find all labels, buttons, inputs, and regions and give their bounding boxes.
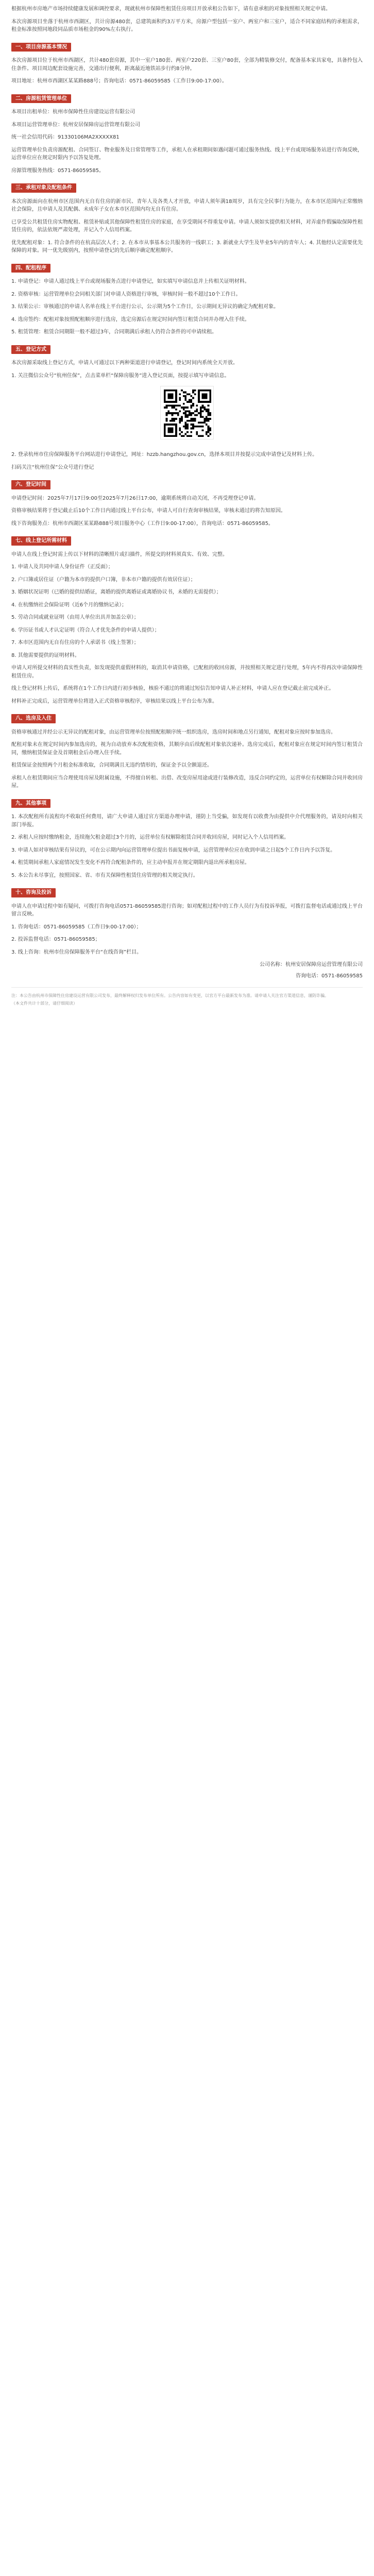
qr-code-icon [164,389,211,437]
signature-block [11,961,363,980]
section-paragraph: 3. 结果公示：审核通过的申请人名单在线上平台进行公示，公示期为5个工作日，公示期间无异议的确定为配租对象。 [11,304,279,310]
section-selection [11,710,363,790]
section-other [11,795,363,880]
section-heading: 一、项目房源基本情况 [11,43,71,52]
section-paragraph: 2. 投诉监督电话：0571-86059585； [11,937,100,942]
section-paragraph: 资格审核结果将于登记截止后10个工作日内通过线上平台公布，申请人可自行查询审核结果，审核未通过的将告知原因。 [11,508,286,514]
section-paragraph: 本次房源采取线上登记方式，申请人可通过以下两种渠道进行申请登记，登记时间内系统全天开放。 [11,360,238,366]
section-paragraph: 资格审核通过并经公示无异议的配租对象，由运营管理单位按照配租顺序统一组织选房，选房时间和地点另行通知，配租对象应按时参加选房。 [11,729,336,735]
section-paragraph: 材料补正完成后，运营管理单位将进入正式资格审核程序，审核结果以线上平台公布为准。 [11,698,217,704]
section-paragraph: 线上登记材料上传后，系统将在1个工作日内进行初步核验，核验不通过的将通过短信告知申请人补正材料，申请人应在登记截止前完成补正。 [11,686,334,691]
section-heading: 九、其他事项 [11,799,50,808]
section-paragraph: 本次房源面向在杭州市区范围内无自有住房的新市民、青年人及各类人才开放，申请人须年满18周岁，具有完全民事行为能力，在本市区范围内正常缴纳社会保险，且申请人及其配偶、未成年子女在本市区范围内均无自有住房。 [11,198,363,212]
section-paragraph: 配租对象未在规定时间内参加选房的，视为自动放弃本次配租资格，其顺序由后续配租对象依次递补。选房完成后，配租对象应在规定时间内签订租赁合同，缴纳租赁保证金及首期租金后办理入住手续。 [11,742,363,756]
section-paragraph: 申请人在申请过程中如有疑问，可拨打咨询电话0571-86059585进行咨询；如对配租过程中的工作人员行为有投诉举报，可拨打监督电话或通过线上平台留言反映。 [11,903,363,917]
section-paragraph: 已享受公共租赁住房实物配租、租赁补贴或其他保障性租赁住房的家庭，在享受期间不得重复申请。申请人须如实提供相关材料，对弄虚作假骗取保障性租赁住房的，依法依规严肃处理，并记入个人信用档案。 [11,219,363,233]
section-paragraph: 申请登记时间：2025年7月17日9:00至2025年7月26日17:00，逾期系统将自动关闭，不再受理登记申请。 [11,495,259,501]
section-paragraph: 申请人对所提交材料的真实性负责，如发现提供虚假材料的，取消其申请资格，已配租的收回房源，并按照相关规定进行处理，5年内不得再次申请保障性租赁住房。 [11,665,363,679]
section-paragraph: 优先配租对象：1. 符合条件的在杭高层次人才；2. 在本市从事基本公共服务的一线职工；3. 新就业大学生及毕业5年内的青年人；4. 其他经认定需要优先保障的对象。同一优先级别内，按照申请登记的先后顺序确定配租顺序。 [11,240,363,253]
section-eligibility [11,179,363,255]
section-paragraph: 1. 申请登记：申请人通过线上平台或现场服务点进行申请登记，如实填写申请信息并上传相关证明材料。 [11,279,250,284]
list-item: 1. 申请人及共同申请人身份证件（正反面）； [11,564,113,570]
section-contact [11,884,363,956]
section-registration-method [11,341,363,472]
list-item: 5. 劳动合同或就业证明（由用人单位出具并加盖公章）； [11,615,139,620]
section-paragraph: 3. 线上咨询：杭州市住房保障服务平台“在线咨询”栏目。 [11,949,142,955]
intro-paragraph: 根据杭州市房地产市场持续健康发展和调控要求，现就杭州市保障性租赁住房项目开放承租公告如下，请有意承租的对象按照相关规定申请。 [11,6,331,12]
footer-note: 注：本公告由杭州市保障性住房建设运营有限公司发布，最终解释权归发布单位所有。公告内容如有变更，以官方平台最新发布为准。请申请人关注官方渠道信息，谨防诈骗。 [11,993,329,998]
section-paragraph: 租赁保证金按照两个月租金标准收取，合同期满且无违约情形的，保证金予以全额退还。 [11,762,212,768]
intro-block [11,5,363,34]
section-heading: 六、登记时间 [11,480,50,489]
qr-caption: 扫码关注“杭州住保”公众号进行登记 [11,464,94,470]
section-paragraph: 房源管理服务热线：0571-86059585。 [11,167,104,174]
section-project-info [11,39,363,86]
section-paragraph: 统一社会信用代码：91330106MA2XXXXX81 [11,134,120,140]
section-procedure [11,260,363,336]
section-registration-time [11,476,363,528]
section-heading: 五、登记方式 [11,345,50,354]
list-item: 4. 在杭缴纳社会保险证明（近6个月的缴纳记录）； [11,602,127,608]
qr-code[interactable] [160,386,214,439]
section-paragraph: 申请人在线上登记时需上传以下材料的清晰照片或扫描件，所提交的材料须真实、有效、完整。 [11,551,228,557]
footer-notes [11,987,363,1007]
list-item: 2. 户口簿或居住证（户籍为本市的提供户口簿，非本市户籍的提供有效居住证）； [11,577,196,583]
section-paragraph: 本项目运营管理单位：杭州安居保障房运营管理有限公司 [11,122,140,128]
section-paragraph: 线下咨询服务点：杭州市西湖区某某路888号项目服务中心（工作日9:00-17:00），咨询电话：0571-86059585。 [11,520,274,527]
section-paragraph: 5. 租赁管理：租赁合同期限一般不超过3年，合同期满后承租人仍符合条件的可申请续租。 [11,329,217,335]
section-heading: 三、承租对象及配租条件 [11,183,76,193]
list-item: 3. 婚姻状况证明（已婚的提供结婚证，离婚的提供离婚证或离婚协议书，未婚的无需提供）； [11,589,222,595]
list-item: 2. 登录杭州市住房保障服务平台网站进行申请登记，网址：hzzb.hangzhou.gov.cn，选择本项目并按提示完成申请登记及材料上传。 [11,452,318,457]
section-paragraph: 4. 选房签约：配租对象按照配租顺序进行选房，选定房源后在规定时间内签订租赁合同并办理入住手续。 [11,316,250,323]
section-heading: 二、房源租赁管理单位 [11,94,71,104]
section-paragraph: 4. 租赁期间承租人家庭情况发生变化不再符合配租条件的，应主动申报并在规定期限内退出所承租房屋。 [11,860,250,866]
qr-code-container [11,386,363,439]
section-paragraph: 本次房源项目位于杭州市西湖区，共计480套房源，其中一室户180套、两室户220套、三室户80套，全部为精装修交付，配备基本家具家电，具备拎包入住条件。项目周边配套设施完善，交通出行便利，距离最近地铁站步行约8分钟。 [11,58,363,72]
section-paragraph: 3. 申请人如对审核结果有异议的，可在公示期内向运营管理单位提出书面复核申请，运营管理单位应在收到申请之日起5个工作日内予以答复。 [11,847,336,853]
section-materials [11,532,363,705]
section-heading: 十、咨询及投诉 [11,888,56,897]
list-item: 6. 学历证书或人才认定证明（符合人才优先条件的申请人提供）； [11,627,160,633]
section-heading: 八、选房及入住 [11,714,56,723]
section-paragraph: 1. 咨询电话：0571-86059585（工作日9:00-17:00）； [11,924,142,930]
section-heading: 七、线上登记所需材料 [11,536,71,546]
section-paragraph: 5. 本公告未尽事宜，按照国家、省、市有关保障性租赁住房管理的相关规定执行。 [11,872,198,878]
list-item: 1. 关注微信公众号“杭州住保”，点击菜单栏“保障房服务”进入登记页面，按提示填写申请信息。 [11,372,230,379]
signature-contact: 咨询电话：0571-86059585 [296,973,363,979]
section-heading: 四、配租程序 [11,264,50,273]
section-paragraph: 2. 资格审核：运营管理单位会同相关部门对申请人资格进行审核，审核时间一般不超过10个工作日。 [11,291,241,297]
list-item: 8. 其他需要提供的证明材料。 [11,652,80,658]
section-management [11,90,363,175]
signature-company: 公司名称：杭州安居保障房运营管理有限公司 [260,962,363,968]
section-paragraph: 项目地址：杭州市西湖区某某路888号；咨询电话：0571-86059585（工作日9:00-17:00）。 [11,78,227,84]
intro-paragraph: 本次房源项目坐落于杭州市西湖区，共计房源480套，总建筑面积约3万平方米，房源户型包括一室户、两室户和三室户，适合不同家庭结构的承租需求，租金标准按照同地段同品质市场租金的90%左右执行。 [11,19,363,32]
section-paragraph: 承租人在租赁期间应当合理使用房屋及附属设施，不得擅自转租、出借、改变房屋用途或进行装修改造，违反合同约定的，运营单位有权解除合同并收回房屋。 [11,775,363,789]
section-paragraph: 1. 本次配租所有流程均不收取任何费用，请广大申请人通过官方渠道办理申请，谨防上当受骗，如发现有以收费为由提供中介代理服务的，请及时向相关部门举报。 [11,814,363,828]
list-item: 7. 本市区范围内无自有住房的个人承诺书（线上签署）； [11,640,139,646]
section-paragraph: 运营管理单位负责房源配租、合同签订、物业服务及日常管理等工作，承租人在承租期间如遇问题可通过服务热线、线上平台或现场服务站进行咨询反映，运营单位应在规定时限内予以答复处理。 [11,147,363,161]
section-paragraph: 本项目出租单位：杭州市保障性住房建设运营有限公司 [11,109,135,115]
section-paragraph: 2. 承租人应按时缴纳租金，连续拖欠租金超过3个月的，运营单位有权解除租赁合同并收回房屋，同时记入个人信用档案。 [11,835,290,840]
footer-note: （本文件共计十部分，请仔细阅读） [11,1001,77,1006]
